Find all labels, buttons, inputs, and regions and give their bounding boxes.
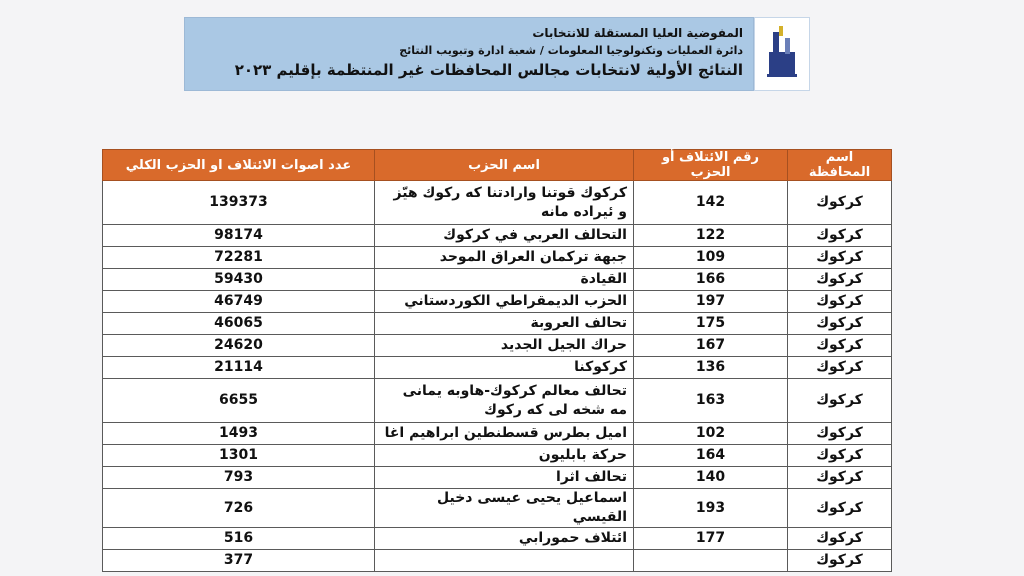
cell-party: الحزب الديمقراطي الكوردستاني [375,291,634,313]
table-row [103,423,892,445]
cell-governorate: كركوك [788,467,892,489]
table-row [103,291,892,313]
cell-number: 166 [634,269,788,291]
cell-governorate: كركوك [788,550,892,572]
cell-votes: 59430 [103,269,375,291]
table-row [103,247,892,269]
cell-number: 164 [634,445,788,467]
header-party: اسم الحزب [375,150,634,181]
cell-party: تحالف اثرا [375,467,634,489]
cell-votes: 1301 [103,445,375,467]
table-row [103,379,892,423]
cell-governorate: كركوك [788,247,892,269]
cell-number: 193 [634,489,788,528]
cell-votes: 377 [103,550,375,572]
cell-votes: 6655 [103,379,375,423]
results-table [102,149,892,572]
table-row [103,467,892,489]
header-banner [184,17,754,91]
cell-number: 175 [634,313,788,335]
cell-number: 163 [634,379,788,423]
cell-governorate: كركوك [788,225,892,247]
cell-party [375,550,634,572]
table-row [103,550,892,572]
cell-number: 167 [634,335,788,357]
cell-governorate: كركوك [788,313,892,335]
cell-number: 142 [634,181,788,225]
cell-number: 177 [634,528,788,550]
cell-party: اميل بطرس قسطنطين ابراهيم اغا [375,423,634,445]
cell-number: 197 [634,291,788,313]
department-name: دائرة العمليات وتكنولوجيا المعلومات / شعبة ادارة وتبويب النتائج [399,44,743,57]
cell-party: تحالف معالم كركوك-هاوبه يمانى مه شخه لى كه ركوك [375,379,634,423]
cell-number [634,550,788,572]
cell-governorate: كركوك [788,181,892,225]
cell-governorate: كركوك [788,335,892,357]
cell-party: حركة بابليون [375,445,634,467]
cell-governorate: كركوك [788,379,892,423]
ballot-box-icon [755,18,809,90]
cell-votes: 516 [103,528,375,550]
table-row [103,313,892,335]
table-row [103,445,892,467]
cell-party: حراك الجيل الجديد [375,335,634,357]
cell-party: اسماعيل يحيى عيسى دخيل القيسي [375,489,634,528]
header-governorate: اسم المحافظة [788,150,892,181]
cell-votes: 98174 [103,225,375,247]
cell-party: كركوكنا [375,357,634,379]
cell-party: القيادة [375,269,634,291]
cell-votes: 1493 [103,423,375,445]
cell-governorate: كركوك [788,489,892,528]
commission-logo [754,17,810,91]
cell-number: 122 [634,225,788,247]
table-row [103,489,892,528]
cell-votes: 726 [103,489,375,528]
cell-party: جبهة تركمان العراق الموحد [375,247,634,269]
cell-number: 140 [634,467,788,489]
cell-votes: 46065 [103,313,375,335]
document-title: النتائج الأولية لانتخابات مجالس المحافظات غير المنتظمة بإقليم ٢٠٢٣ [234,61,743,79]
table-row [103,528,892,550]
cell-governorate: كركوك [788,528,892,550]
cell-votes: 793 [103,467,375,489]
table-row [103,181,892,225]
cell-governorate: كركوك [788,357,892,379]
cell-votes: 46749 [103,291,375,313]
cell-votes: 21114 [103,357,375,379]
cell-number: 136 [634,357,788,379]
header-number: رقم الائتلاف أو الحزب [634,150,788,181]
cell-votes: 24620 [103,335,375,357]
cell-party: ائتلاف حمورابي [375,528,634,550]
table-row [103,357,892,379]
cell-governorate: كركوك [788,445,892,467]
cell-governorate: كركوك [788,269,892,291]
cell-number: 109 [634,247,788,269]
cell-governorate: كركوك [788,291,892,313]
cell-votes: 72281 [103,247,375,269]
table-row [103,335,892,357]
header-votes: عدد اصوات الائتلاف او الحزب الكلي [103,150,375,181]
table-row [103,269,892,291]
cell-party: كركوك قوتنا وارادتنا كه ركوك هيّز و ئيراده مانه [375,181,634,225]
cell-party: التحالف العربي في كركوك [375,225,634,247]
table-row [103,225,892,247]
commission-name: المفوضية العليا المستقلة للانتخابات [532,26,743,40]
table-header-row [103,150,892,181]
cell-governorate: كركوك [788,423,892,445]
cell-party: تحالف العروبة [375,313,634,335]
cell-number: 102 [634,423,788,445]
cell-votes: 139373 [103,181,375,225]
